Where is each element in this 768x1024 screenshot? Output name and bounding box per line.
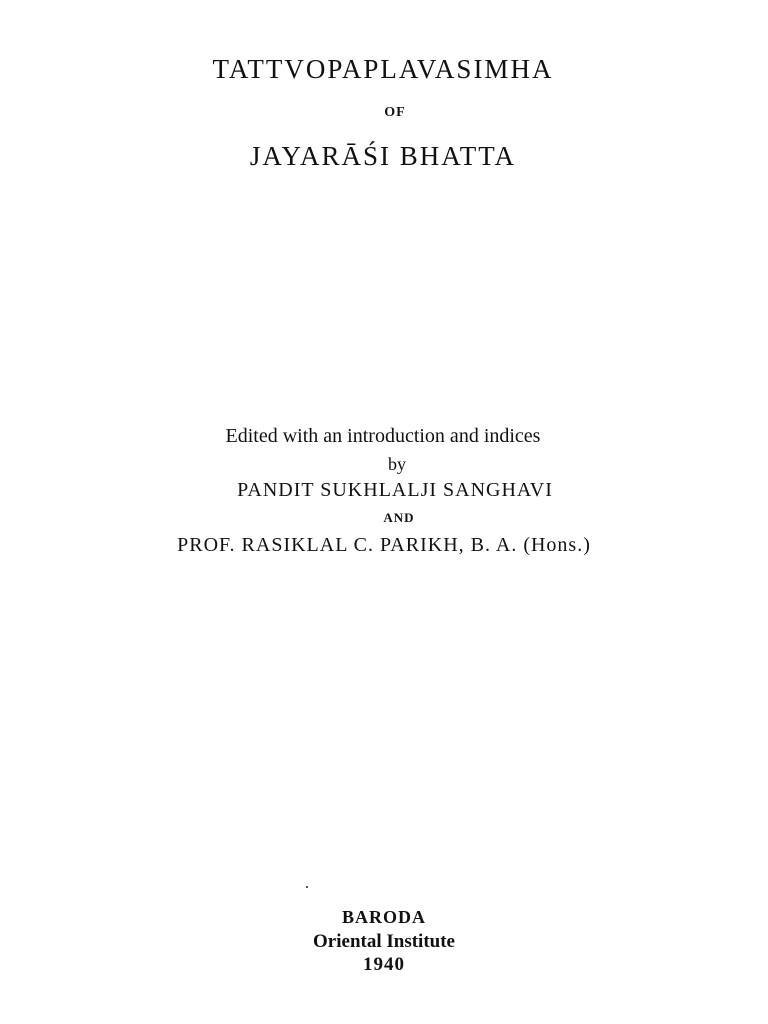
author-name: JAYARĀŚI BHATTA	[249, 141, 517, 171]
imprint-city: BARODA	[341, 907, 426, 927]
editor-two: PROF. RASIKLAL C. PARIKH, B. A. (Hons.)	[177, 534, 591, 556]
work-title: TATTVOPAPLAVASIMHA	[212, 54, 554, 84]
imprint-year: 1940	[363, 954, 405, 975]
by-label: by	[388, 454, 406, 474]
editor-one: PANDIT SUKHLALJI SANGHAVI	[237, 479, 553, 501]
of-label: OF	[384, 105, 406, 120]
print-speck	[306, 886, 308, 888]
imprint-publisher: Oriental Institute	[313, 931, 455, 952]
and-label: AND	[383, 510, 415, 525]
edited-line: Edited with an introduction and indices	[225, 425, 541, 447]
